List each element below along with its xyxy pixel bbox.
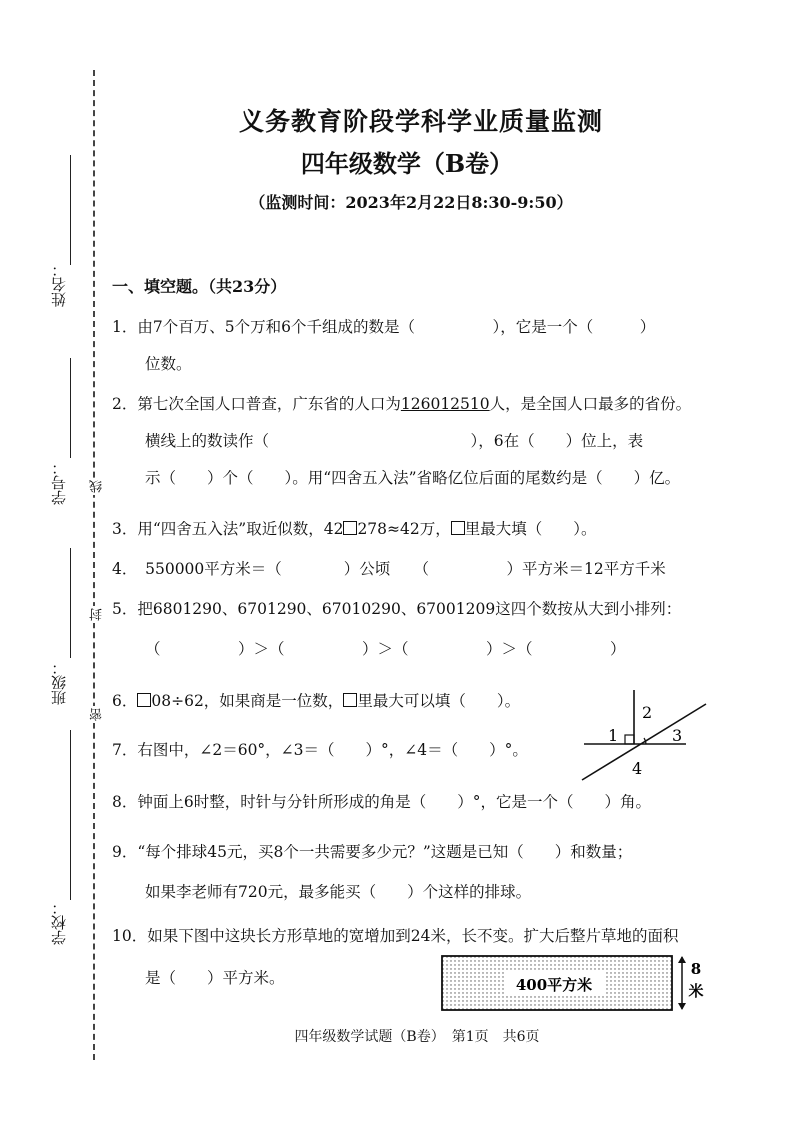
width-number: 8	[690, 960, 702, 978]
q6-text-pre: 6．	[112, 692, 138, 710]
section-heading: 一、填空题。（共23分）	[112, 277, 287, 296]
q2-text-pre: 2．第七次全国人口普查，广东省的人口为	[112, 395, 401, 413]
question-6	[112, 689, 520, 711]
exam-subtitle: 四年级数学（B卷）	[300, 149, 514, 178]
name-label: 姓名：	[50, 262, 68, 307]
q3-text-post: 里最大填（ ）。	[464, 520, 597, 538]
grass-rectangle-figure	[438, 952, 708, 1016]
arrow-up	[678, 956, 686, 963]
binding-dashed-line	[93, 70, 95, 1060]
q3-text-mid: 278≈42万，	[357, 520, 451, 538]
q6-text-mid: 08÷62，如果商是一位数，	[151, 692, 344, 710]
question-5-line-2: （ ）＞（ ）＞（ ）＞（ ）	[145, 640, 626, 658]
question-9-line-2: 如果李老师有720元，最多能买（ ）个这样的排球。	[145, 883, 532, 901]
student-id-label: 学号：	[50, 460, 68, 505]
class-line	[70, 548, 71, 658]
q2-underlined-number: 126012510	[400, 395, 490, 413]
question-10-line-2: 是（ ）平方米。	[145, 969, 285, 987]
class-label: 班级：	[50, 660, 68, 705]
angle-figure	[578, 688, 708, 788]
question-1-line-1: 1．由7个百万、5个万和6个千组成的数是（ ），它是一个（ ）	[112, 318, 656, 336]
seal-mark-secret: 密	[90, 708, 105, 721]
question-3	[112, 517, 597, 539]
page-footer: 四年级数学试题（B卷） 第1页 共6页	[294, 1029, 540, 1045]
angle-label-4: 4	[632, 759, 643, 778]
question-7: 7．右图中，∠2＝60°，∠3＝（ ）°，∠4＝（ ）°。	[112, 741, 528, 759]
question-10-line-1: 10．如果下图中这块长方形草地的宽增加到24米，长不变。扩大后整片草地的面积	[112, 927, 679, 945]
right-angle-marker	[625, 735, 634, 744]
question-2-line-3: 示（ ）个（ ）。用“四舍五入法”省略亿位后面的尾数约是（ ）亿。	[145, 469, 681, 487]
question-1-line-2: 位数。	[145, 355, 192, 373]
student-id-line	[70, 358, 71, 458]
question-8: 8．钟面上6时整，时针与分针所形成的角是（ ）°，它是一个（ ）角。	[112, 793, 651, 811]
seal-mark-line: 线	[90, 480, 105, 493]
question-2-line-2: 横线上的数读作（ ），6在（ ）位上，表	[145, 432, 644, 450]
school-label: 学校：	[50, 900, 68, 945]
question-4: 4． 550000平方米＝（ ）公顷 （ ）平方米＝12平方千米	[112, 560, 666, 578]
angle-label-2: 2	[642, 703, 653, 722]
blank-square	[343, 693, 357, 707]
exam-title: 义务教育阶段学科学业质量监测	[238, 107, 603, 136]
question-5-line-1: 5．把6801290、6701290、67010290、67001209这四个数按从大到小排列：	[112, 600, 682, 618]
blank-square	[451, 521, 465, 535]
angle-label-1: 1	[608, 726, 619, 745]
blank-square	[343, 521, 357, 535]
arrow-down	[678, 1003, 686, 1010]
question-2-line-1	[112, 392, 691, 414]
seal-mark-seal: 封	[90, 608, 105, 621]
width-unit: 米	[688, 982, 704, 1000]
q3-text-pre: 3．用“四舍五入法”取近似数，42	[112, 520, 344, 538]
area-label: 400平方米	[515, 976, 593, 994]
exam-time: （监测时间：2023年2月22日8:30-9:50）	[249, 193, 573, 212]
q2-text-post: 人，是全国人口最多的省份。	[489, 395, 692, 413]
angle-label-3: 3	[672, 726, 683, 745]
school-line	[70, 730, 71, 900]
blank-square	[137, 693, 151, 707]
question-9-line-1: 9．“每个排球45元，买8个一共需要多少元？”这题是已知（ ）和数量；	[112, 843, 633, 861]
q6-text-post: 里最大可以填（ ）。	[357, 692, 521, 710]
